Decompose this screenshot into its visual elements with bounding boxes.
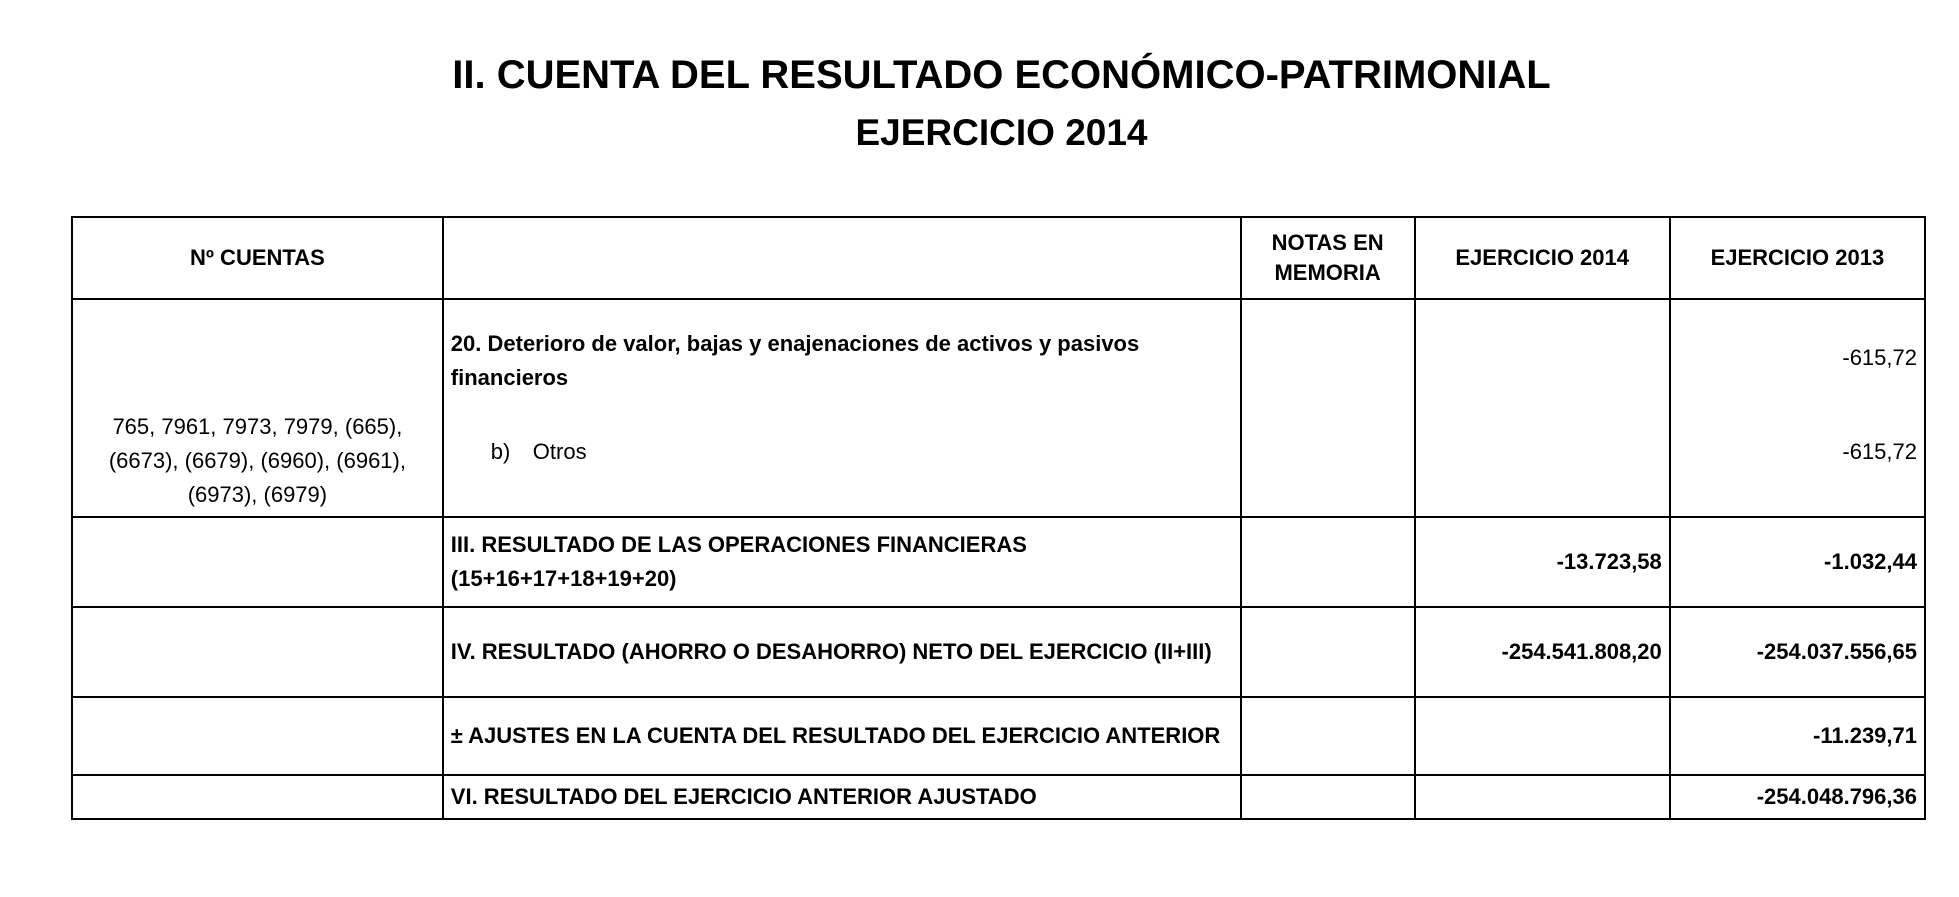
total-label: IV. RESULTADO (AHORRO O DESAHORRO) NETO DEL EJERCICIO (II+III)	[443, 607, 1241, 697]
table-row	[72, 607, 1925, 697]
result-table	[71, 216, 1926, 820]
cuentas-line: (6973), (6979)	[187, 482, 328, 507]
value-2014	[1415, 697, 1670, 775]
value-2014: -254.541.808,20	[1415, 607, 1670, 697]
cuentas-cell	[72, 299, 443, 517]
notas-cell	[1241, 775, 1415, 819]
description-cell	[443, 299, 1241, 517]
sub-item-letter: b)	[490, 439, 511, 464]
sub-item	[451, 435, 1233, 469]
value-2013: -11.239,71	[1670, 697, 1925, 775]
sub-item-label: Otros	[532, 439, 587, 464]
table-row	[72, 775, 1925, 819]
cuentas-cell	[72, 607, 443, 697]
section-heading: 20. Deterioro de valor, bajas y enajenaciones de activos y pasivos financieros	[450, 331, 1140, 390]
heading-value-2013: -615,72	[1842, 345, 1917, 370]
value-2014	[1415, 775, 1670, 819]
ejercicio-2013-cell	[1670, 299, 1925, 517]
cuentas-line: (6673), (6679), (6960), (6961),	[108, 448, 406, 473]
header-ejercicio-2013: EJERCICIO 2013	[1670, 217, 1925, 299]
header-descripcion	[443, 217, 1241, 299]
table-row	[72, 299, 1925, 517]
table-row	[72, 517, 1925, 607]
cuentas-cell	[72, 697, 443, 775]
header-notas	[1241, 217, 1415, 299]
sub-value-2013: -615,72	[1842, 439, 1917, 464]
value-2013: -254.037.556,65	[1670, 607, 1925, 697]
table-row	[72, 697, 1925, 775]
notas-cell	[1241, 607, 1415, 697]
value-2013: -1.032,44	[1670, 517, 1925, 607]
cuentas-line: 765, 7961, 7973, 7979, (665),	[112, 414, 403, 439]
report-subtitle: EJERCICIO 2014	[855, 112, 1148, 153]
total-label: ± AJUSTES EN LA CUENTA DEL RESULTADO DEL EJERCICIO ANTERIOR	[443, 697, 1241, 775]
header-cuentas: Nº CUENTAS	[72, 217, 443, 299]
report-title: II. CUENTA DEL RESULTADO ECONÓMICO-PATRIMONIAL	[452, 53, 1551, 97]
ejercicio-2014-cell	[1415, 299, 1670, 517]
cuentas-cell	[72, 775, 443, 819]
header-notas-line2: MEMORIA	[1274, 260, 1381, 285]
total-label: VI. RESULTADO DEL EJERCICIO ANTERIOR AJUSTADO	[443, 775, 1241, 819]
value-2013: -254.048.796,36	[1670, 775, 1925, 819]
notas-cell	[1241, 697, 1415, 775]
notas-cell	[1241, 517, 1415, 607]
value-2014: -13.723,58	[1415, 517, 1670, 607]
table-header-row	[72, 217, 1925, 299]
header-notas-line1: NOTAS EN	[1271, 230, 1384, 255]
cuentas-cell	[72, 517, 443, 607]
notas-cell	[1241, 299, 1415, 517]
header-ejercicio-2014: EJERCICIO 2014	[1415, 217, 1670, 299]
total-label: III. RESULTADO DE LAS OPERACIONES FINANCIERAS (15+16+17+18+19+20)	[443, 517, 1241, 607]
